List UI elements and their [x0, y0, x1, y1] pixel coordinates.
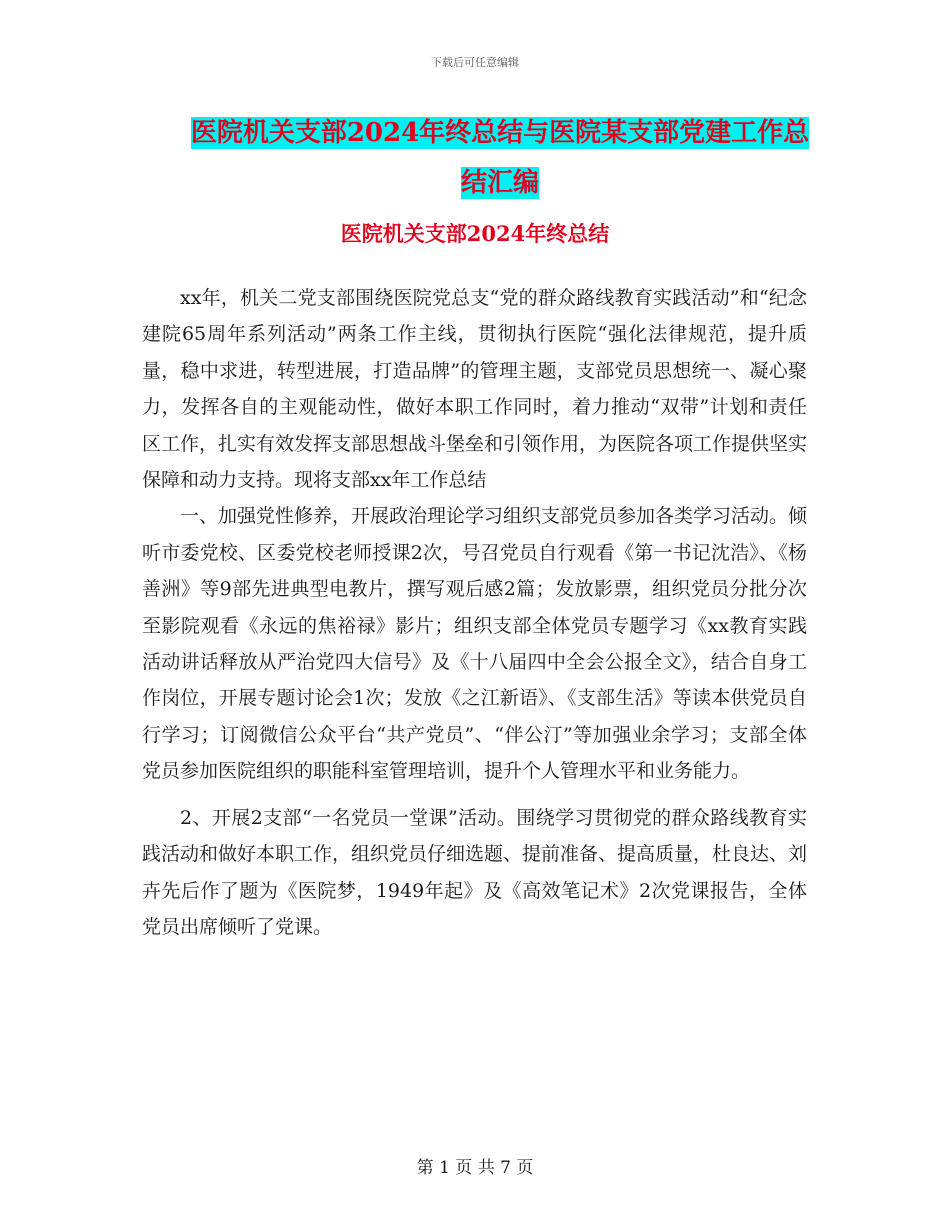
header-note: 下载后可任意编辑 — [431, 56, 519, 69]
document-body — [142, 280, 807, 945]
paragraph-section-2: 2、开展2支部“一名党员一堂课”活动。围绕学习贯彻党的群众路线教育实践活动和做好本职工作，组织党员仔细选题、提前准备、提高质量，杜良达、刘卉先后作了题为《医院梦，1949年起》及《高效笔记术》2次党课报告，全体党员出席倾听了党课。 — [142, 806, 808, 938]
title-line-1: 医院机关支部2024年终总结与医院某支部党建工作总 — [190, 118, 810, 148]
title-line-2: 结汇编 — [460, 168, 539, 198]
document-title — [150, 108, 850, 208]
page-footer: 第 1 页 共 7 页 — [416, 1158, 534, 1178]
paragraph-intro: xx年，机关二党支部围绕医院党总支“党的群众路线教育实践活动”和“纪念建院65周年系列活动”两条工作主线，贯彻执行医院“强化法律规范，提升质量，稳中求进，转型进展，打造品牌”的管理主题，支部党员思想统一、凝心聚力，发挥各自的主观能动性，做好本职工作同时，着力推动“双带”计划和责任区工作，扎实有效发挥支部思想战斗堡垒和引领作用，为医院各项工作提供坚实保障和动力支持。现将支部xx年工作总结 — [142, 287, 808, 492]
section-title: 医院机关支部2024年终总结 — [340, 221, 610, 246]
paragraph-section-1: 一、加强党性修养，开展政治理论学习组织支部党员参加各类学习活动。倾听市委党校、区委党校老师授课2次，号召党员自行观看《第一书记沈浩》、《杨善洲》等9部先进典型电教片，撰写观后感2篇；发放影票，组织党员分批分次至影院观看《永远的焦裕禄》影片；组织支部全体党员专题学习《xx教育实践活动讲话释放从严治党四大信号》及《十八届四中全会公报全文》，结合自身工作岗位，开展专题讨论会1次；发放《之江新语》、《支部生活》等读本供党员自行学习；订阅微信公众平台“共产党员”、“伴公汀”等加强业余学习；支部全体党员参加医院组织的职能科室管理培训，提升个人管理水平和业务能力。 — [142, 505, 808, 783]
